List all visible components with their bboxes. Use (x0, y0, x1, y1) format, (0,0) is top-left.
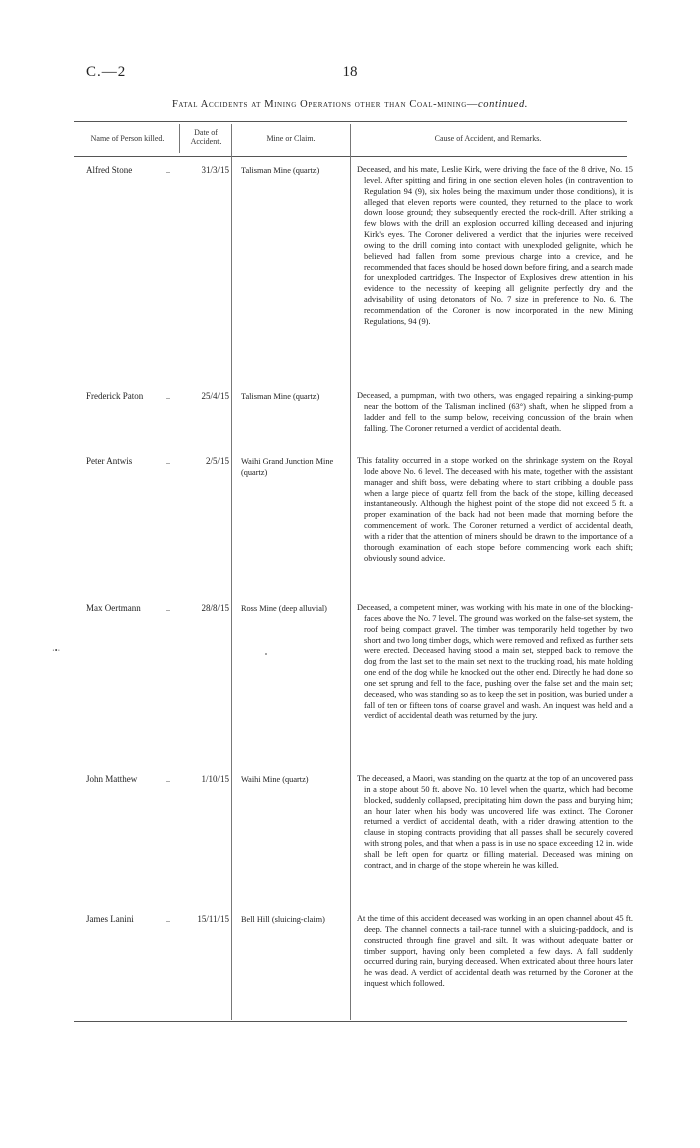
mine-name: Waihi Mine (quartz) (241, 775, 309, 784)
stray-dot-icon (265, 653, 267, 655)
person-name: Max Oertmann .. (86, 603, 170, 613)
leader-dots: .. (166, 775, 170, 784)
cause-remarks: Deceased, a competent miner, was working with his mate in one of the blocking-faces above the No. 7 level. The ground was worked on the false-set system, the roof being compact gravel. The timber was temporarily held together by two short and two long timber dogs, which were removed and refixed as further sets were erected. Deceased having stood a main set, stepped back to remove the dog from the last set to the main set next to the trucking road, his mate holding one end of the dog while he knocked out the other end. Directly he had done so one set sprung and fell to the face, pushing over the false set and the main set; deceased, who was standing so as to keep the set in position, was buried under a fall of ten or fifteen tons of coarse gravel and wash. An inquest was held and a verdict of accidental death was returned by the jury. (357, 603, 633, 721)
mine-name: Talisman Mine (quartz) (241, 166, 320, 175)
mine-name: Talisman Mine (quartz) (241, 392, 320, 401)
mine-name: Bell Hill (sluicing-claim) (241, 915, 325, 924)
accident-date: 28/8/15 (201, 603, 229, 613)
column-header-date: Date of Accident. (190, 128, 222, 146)
person-name: Frederick Paton .. (86, 391, 170, 401)
person-name: John Matthew .. (86, 774, 170, 784)
page-title (0, 99, 700, 110)
cause-remarks: The deceased, a Maori, was standing on the quartz at the top of an uncovered pass in a stope about 50 ft. above No. 10 level when the quartz, which had become blocked, suddenly collapsed, precipitating him down the pass and burying him; an hour later when his body was uncovered life was extinct. The Coroner returned a verdict of accidental death, with a rider drawing attention to the clause in stoping contracts providing that all passes shall be securely covered with strong poles, and that when a pass is in use no space exceeding 12 in. wide shall be left open for quartz or filling material. Deceased was mining on contract, and in charge of the stope wherein he was killed. (357, 774, 633, 870)
mine-name: Waihi Grand Junction Mine (quartz) (241, 457, 334, 477)
leader-dots: .. (166, 392, 170, 401)
page-number: 18 (342, 64, 358, 80)
cause-remarks: Deceased, a pumpman, with two others, was engaged repairing a sinking-pump near the bottom of the Talisman inclined (63°) shaft, when he slipped from a ladder and fell to the sump below, receiving concussion of the brain when falling. The Coroner returned a verdict of accidental death. (357, 391, 633, 433)
table-top-rule (74, 121, 627, 122)
title-continued: continued. (477, 99, 529, 110)
leader-dots: .. (166, 166, 170, 175)
accident-date: 31/3/15 (201, 165, 229, 175)
column-header-name: Name of Person killed. (90, 134, 165, 143)
cause-remarks: This fatality occurred in a stope worked on the shrinkage system on the Royal lode above No. 6 level. The deceased with his mate, together with the assistant manager and shift boss, were debating where to start cribbing a double pass when a large piece of quartz fell from the back of the stope, killing deceased instantaneously. Although the highest point of the stope did not exceed 5 ft. a proper examination of the back had not been made that morning before the commencement of work. The Coroner returned a verdict of accidental death, with a rider that the attention of miners should be drawn to the importance of a thorough examination of each stope before commencing work each shift; obviously sound advice. (357, 456, 633, 563)
cause-remarks: At the time of this accident deceased was working in an open channel about 45 ft. deep. The channel connects a tail-race tunnel with a sluicing-paddock, and is constructed through fine gravel and silt. It was without adequate batter or timber support, having only been completed a few days. A fall suddenly occurred during rain, burying deceased. When extricated about three hours later he was dead. A verdict of accidental death was returned by the Coroner at the inquest which followed. (357, 914, 633, 989)
column-divider (350, 124, 351, 1020)
leader-dots: .. (166, 604, 170, 613)
leader-dots: .. (166, 915, 170, 924)
margin-mark-icon: ⋅•⋅ (52, 646, 61, 655)
person-name: James Lanini .. (86, 914, 170, 924)
table-bottom-rule (74, 1021, 627, 1022)
column-divider (179, 124, 180, 153)
person-name: Peter Antwis .. (86, 456, 170, 466)
accident-date: 1/10/15 (201, 774, 229, 784)
column-header-cause: Cause of Accident, and Remarks. (434, 134, 542, 143)
cause-remarks: Deceased, and his mate, Leslie Kirk, were driving the face of the 8 drive, No. 15 level. After spitting and firing in one section eleven holes (in contravention to Regulation 94 (9), six holes being the maximum under those conditions), it is alleged that eleven reports were counted, they returned to the place to work down loose ground; they subsequently erected the rock-drill. After striking a few blows with the drill an explosion occurred killing deceased and injuring Kirk's eyes. The Coroner delivered a verdict that the injuries were received owing to the drill coming into contact with unexploded gelignite, which he believed had fallen from some previous charge into a crevice, and he recommended that faces should be hosed down before firing, and a search made for unexploded cartridges. The Inspector of Explosives drew attention in his evidence to the necessity of keeping all gelignite perfectly dry and the advisability of using detonators of No. 7 size in preference to No. 6. The recommendation of the Coroner is now incorporated in the new Mining Regulations, 94 (9). (357, 165, 633, 326)
person-name: Alfred Stone .. (86, 165, 170, 175)
title-main: Fatal Accidents at Mining Operations other than Coal-mining— (171, 99, 478, 110)
accident-date: 2/5/15 (205, 456, 229, 466)
column-header-mine: Mine or Claim. (266, 134, 316, 143)
accident-date: 15/11/15 (197, 914, 229, 924)
accident-date: 25/4/15 (201, 391, 229, 401)
leader-dots: .. (166, 457, 170, 466)
column-divider (231, 124, 232, 1020)
document-reference: C.—2 (86, 64, 127, 80)
mine-name: Ross Mine (deep alluvial) (241, 604, 327, 613)
